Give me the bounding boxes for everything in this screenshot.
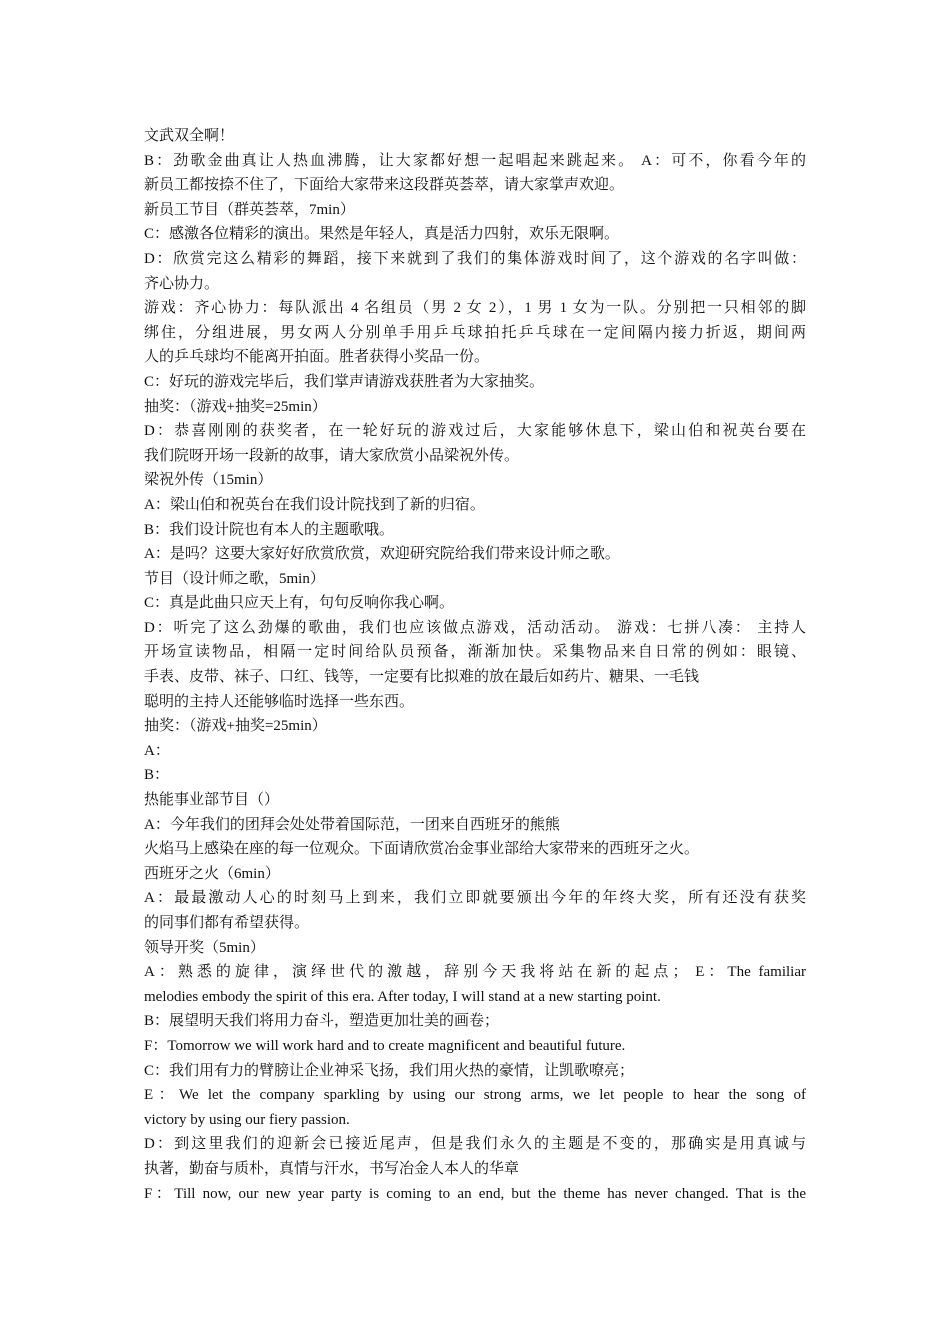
- text-line: 游戏：齐心协力：每队派出 4 名组员（男 2 女 2），1 男 1 女为一队。分别把一只相邻的脚: [144, 300, 806, 317]
- text-line: D：到这里我们的迎新会已接近尾声，但是我们永久的主题是不变的，那确实是用真诚与: [144, 1136, 806, 1153]
- text-line: 聪明的主持人还能够临时选择一些东西。: [144, 693, 415, 710]
- text-line: B：我们设计院也有本人的主题歌哦。: [144, 521, 395, 538]
- text-line: 西班牙之火（6min）: [144, 865, 280, 882]
- text-line: A：: [144, 742, 170, 759]
- text-line: A：最最激动人心的时刻马上到来，我们立即就要颁出今年的年终大奖，所有还没有获奖: [144, 890, 806, 907]
- text-line: 齐心协力。: [144, 275, 220, 292]
- text-line: 我们院呀开场一段新的故事，请大家欣赏小品梁祝外传。: [144, 447, 520, 464]
- text-line: B：劲歌金曲真让人热血沸腾，让大家都好想一起唱起来跳起来。 A：可不，你看今年的: [144, 152, 806, 169]
- text-line: C：好玩的游戏完毕后，我们掌声请游戏获胜者为大家抽奖。: [144, 373, 545, 390]
- text-line: 新员工都按捺不住了，下面给大家带来这段群英荟萃，请大家掌声欢迎。: [144, 177, 625, 194]
- text-line: D：听完了这么劲爆的歌曲，我们也应该做点游戏，活动活动。 游戏：七拼八凑： 主持人: [144, 619, 806, 636]
- text-line: 开场宣读物品，相隔一定时间给队员预备，渐渐加快。采集物品来自日常的例如：眼镜、: [144, 644, 806, 661]
- text-line: F：Tomorrow we will work hard and to create magnificent and beautiful future.: [144, 1037, 626, 1054]
- text-line: A：今年我们的团拜会处处带着国际范，一团来自西班牙的熊熊: [144, 816, 560, 833]
- text-line: melodies embody the spirit of this era. After today, I will stand at a new starting point.: [144, 988, 661, 1005]
- text-line: 执著，勤奋与质朴，真情与汗水，书写冶金人本人的华章: [144, 1160, 520, 1177]
- document-page: [144, 124, 806, 1206]
- text-line: A：梁山伯和祝英台在我们设计院找到了新的归宿。: [144, 496, 485, 513]
- text-line: 新员工节目（群英荟萃，7min）: [144, 201, 355, 218]
- text-line: 人的乒乓球均不能离开拍面。胜者获得小奖品一份。: [144, 349, 490, 366]
- text-line: F：Till now, our new year party is coming to an end, but the theme has never changed. That is the: [144, 1185, 806, 1202]
- text-line: 绑住，分组进展，男女两人分别单手用乒乓球拍托乒乓球在一定间隔内接力折返，期间两: [144, 324, 806, 341]
- text-line: A：是吗？这要大家好好欣赏欣赏，欢迎研究院给我们带来设计师之歌。: [144, 546, 620, 563]
- text-line: D：恭喜刚刚的获奖者，在一轮好玩的游戏过后，大家能够休息下，梁山伯和祝英台要在: [144, 423, 806, 440]
- text-line: D：欣赏完这么精彩的舞蹈，接下来就到了我们的集体游戏时间了，这个游戏的名字叫做：: [144, 250, 806, 267]
- text-line: B：展望明天我们将用力奋斗，塑造更加壮美的画卷；: [144, 1013, 500, 1030]
- text-line: 火焰马上感染在座的每一位观众。下面请欣赏冶金事业部给大家带来的西班牙之火。: [144, 841, 700, 858]
- text-line: 热能事业部节目（）: [144, 792, 280, 809]
- text-line: C：真是此曲只应天上有，句句反响你我心啊。: [144, 595, 455, 612]
- text-line: 抽奖：（游戏+抽奖=25min）: [144, 398, 327, 415]
- text-line: victory by using our fiery passion.: [144, 1111, 350, 1128]
- text-line: 领导开奖（5min）: [144, 939, 265, 956]
- text-line: 手表、皮带、袜子、口红、钱等，一定要有比拟难的放在最后如药片、糖果、一毛钱: [144, 669, 700, 686]
- text-line: 抽奖：（游戏+抽奖=25min）: [144, 718, 327, 735]
- text-line: 的同事们都有希望获得。: [144, 915, 310, 931]
- text-line: 梁祝外传（15min）: [144, 472, 273, 489]
- text-line: 节目（设计师之歌，5min）: [144, 570, 325, 587]
- text-line: C：感激各位精彩的演出。果然是年轻人，真是活力四射，欢乐无限啊。: [144, 226, 620, 243]
- text-line: E：We let the company sparkling by using our strong arms, we let people to hear the song of: [144, 1087, 806, 1104]
- text-line: 文武双全啊！: [144, 128, 235, 144]
- text-line: C：我们用有力的臂膀让企业神采飞扬，我们用火热的豪情，让凯歌嘹亮；: [144, 1062, 635, 1079]
- text-line: A：熟悉的旋律，演绎世代的激越，辞别今天我将站在新的起点； E：The familiar: [144, 964, 806, 981]
- text-line: B：: [144, 767, 170, 784]
